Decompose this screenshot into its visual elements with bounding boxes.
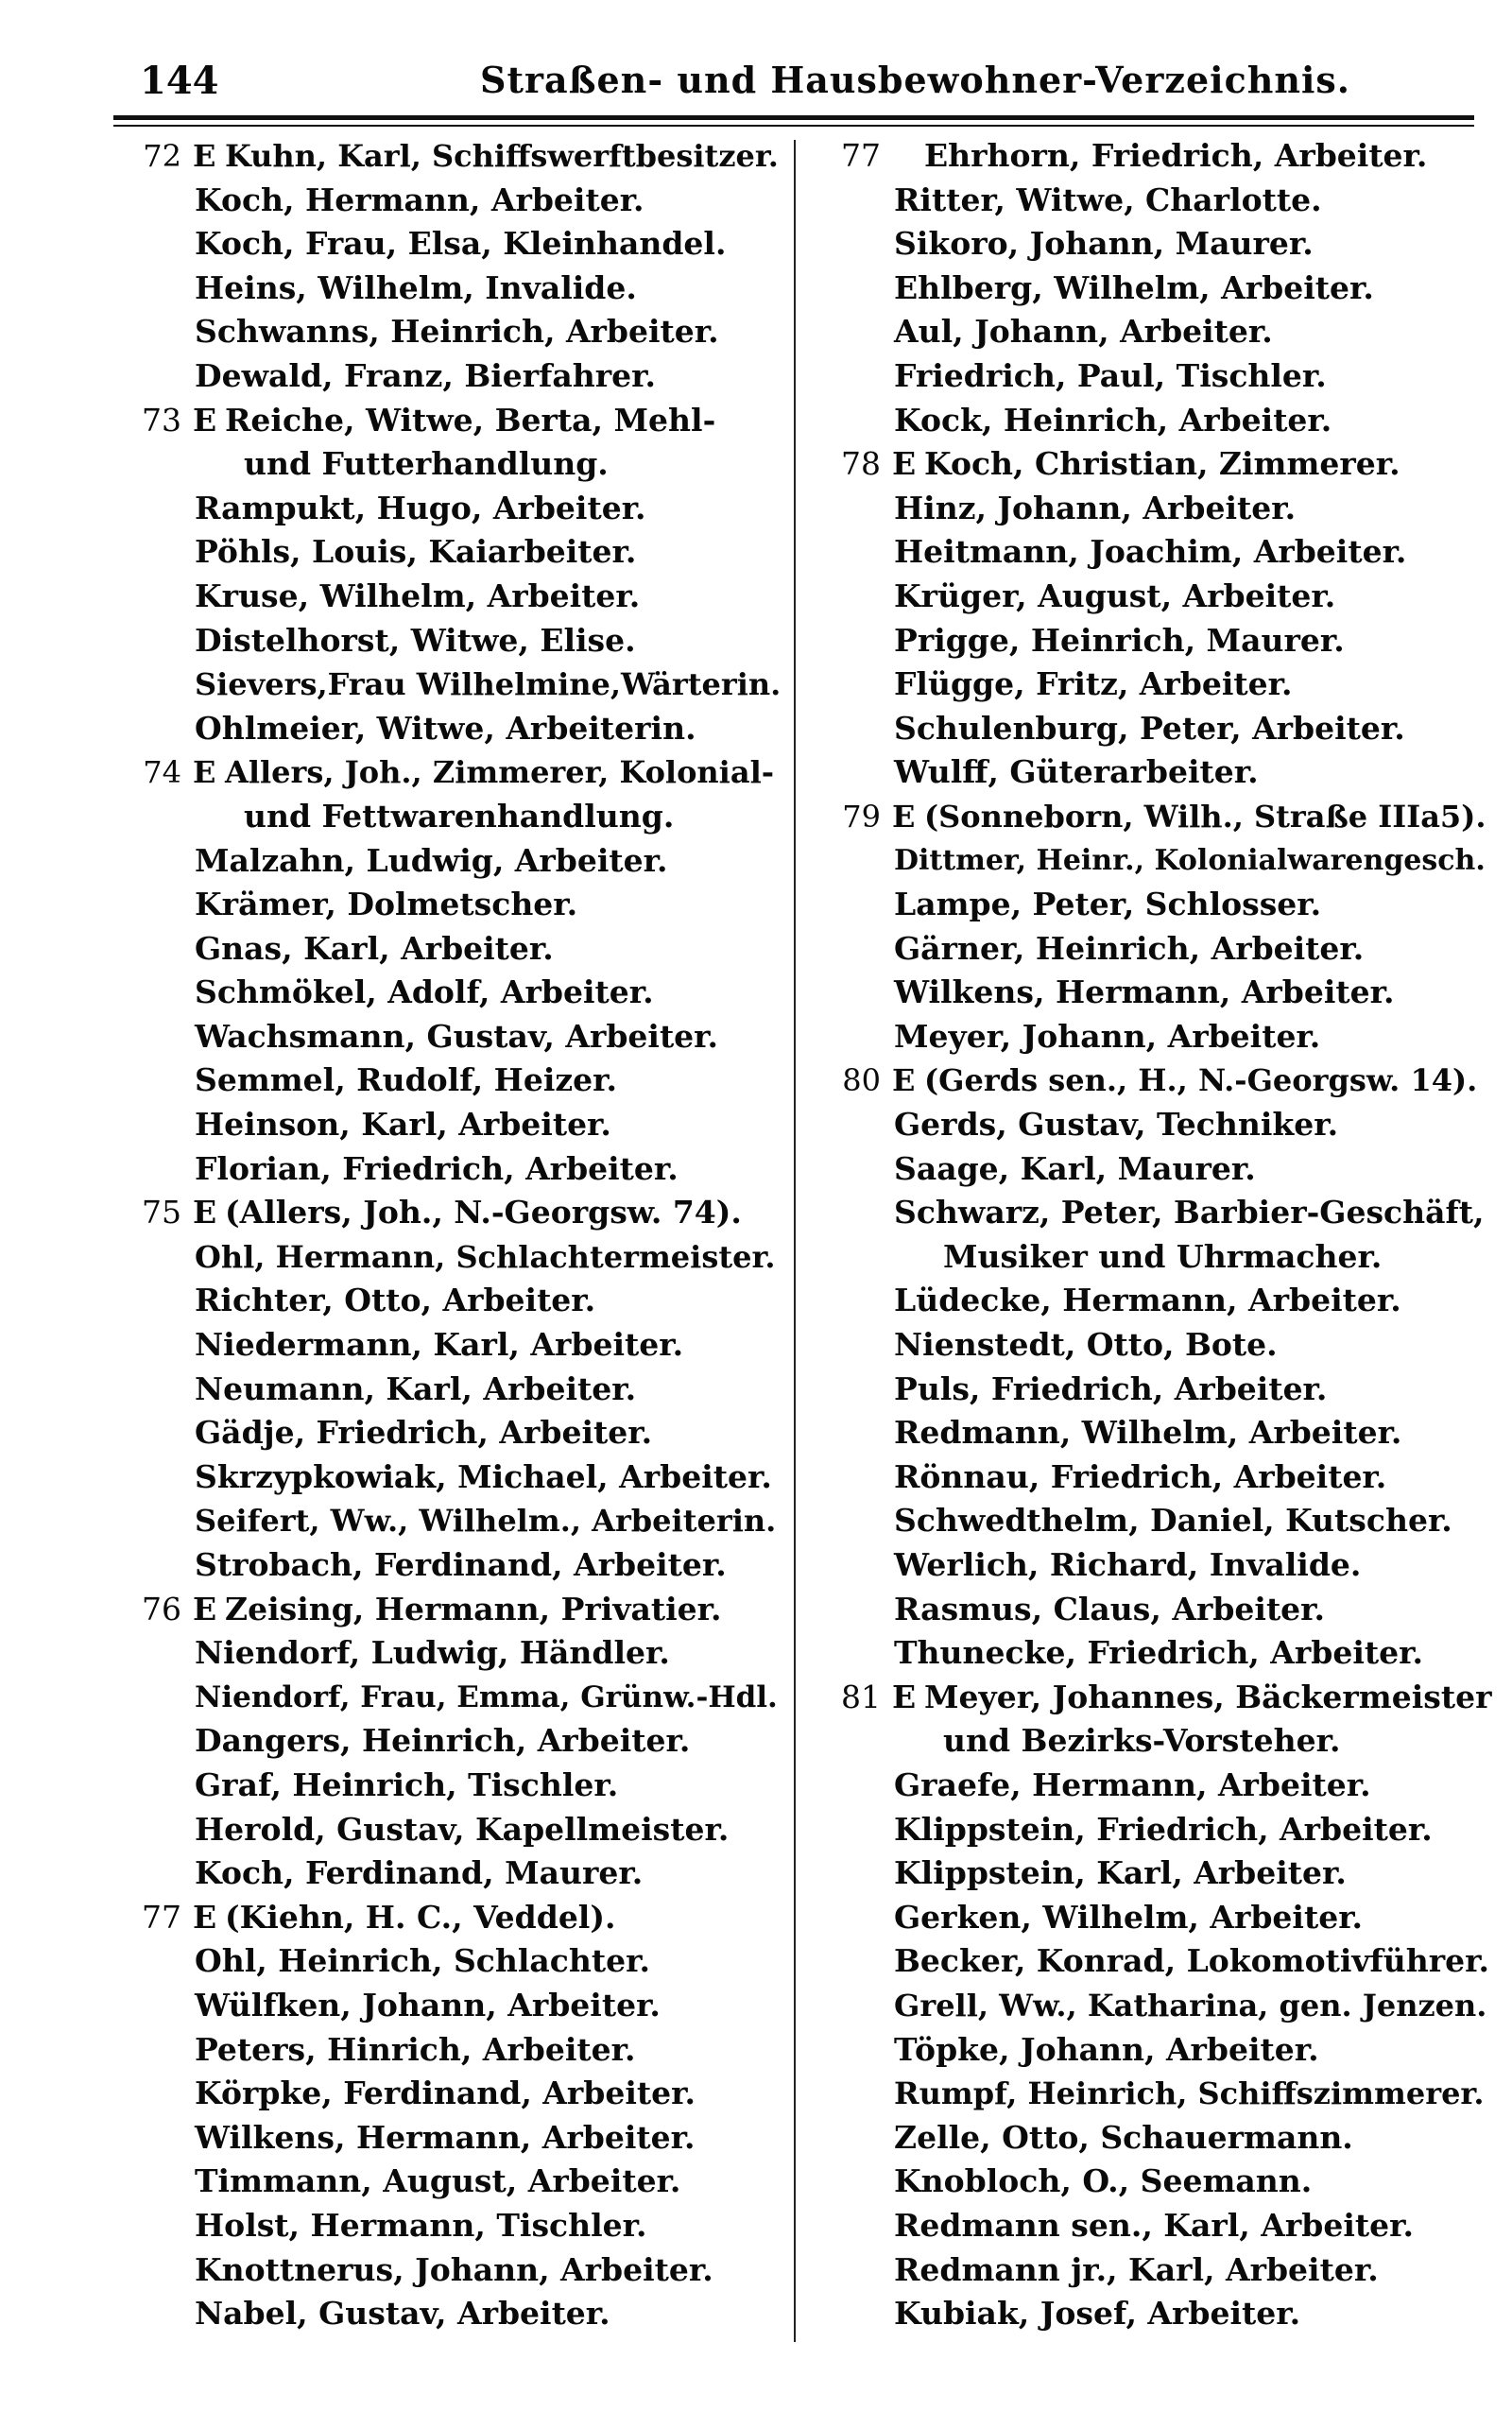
entry-text: Prigge, Heinrich, Maurer. [894,621,1345,659]
resident-line [822,179,1493,223]
entry-text: Puls, Friedrich, Arbeiter. [894,1369,1328,1407]
house-entry-line [123,399,784,443]
entry-text: Wachsmann, Gustav, Arbeiter. [195,1017,719,1055]
resident-line [123,222,784,267]
entry-text: Heins, Wilhelm, Invalide. [195,268,637,306]
entry-text: Meyer, Johannes, Bäckermeister [924,1678,1492,1715]
entry-text: Kubiak, Josef, Arbeiter. [894,2295,1301,2333]
resident-line [123,310,784,354]
house-number: 81 [841,1678,881,1715]
resident-line [123,487,784,531]
resident-line [123,1631,784,1676]
entry-text: Ohl, Hermann, Schlachtermeister. [195,1238,776,1275]
owner-mark: E [193,401,217,439]
entry-text: Krüger, August, Arbeiter. [894,577,1336,614]
entry-text: Florian, Friedrich, Arbeiter. [195,1149,679,1187]
resident-line [123,2116,784,2161]
house-entry-line [822,795,1493,839]
entry-text: und Fettwarenhandlung. [244,797,675,835]
entry-text: Niedermann, Karl, Arbeiter. [195,1326,684,1364]
entry-text: Grell, Ww., Katharina, gen. Jenzen. [894,1987,1487,2023]
resident-line [822,222,1493,267]
resident-line [822,399,1493,443]
resident-line [123,1103,784,1147]
entry-text: Wülfken, Johann, Arbeiter. [195,1986,661,2023]
house-entry-line [123,750,784,795]
resident-line [123,2072,784,2116]
resident-line [123,530,784,575]
entry-text: Knottnerus, Johann, Arbeiter. [195,2250,713,2288]
entry-text: Schwedthelm, Daniel, Kutscher. [894,1502,1452,1540]
resident-line [822,707,1493,751]
owner-mark: E [193,754,216,791]
resident-line [822,530,1493,575]
resident-line [822,575,1493,619]
resident-line [822,750,1493,795]
entry-text: Wulff, Güterarbeiter. [894,753,1259,791]
house-entry-line [123,1191,784,1235]
resident-line [822,1939,1493,1984]
entry-text: Lüdecke, Hermann, Arbeiter. [894,1282,1401,1319]
entry-text: Zeising, Hermann, Privatier. [225,1590,722,1627]
entry-text: Koch, Christian, Zimmerer. [924,445,1400,483]
header-rule-thin [113,125,1474,127]
entry-text: Wilkens, Hermann, Arbeiter. [894,973,1395,1011]
house-number: 72 [143,138,181,174]
house-number: 75 [142,1194,181,1231]
resident-line [822,1015,1493,1059]
resident-line [822,883,1493,927]
resident-line [123,575,784,619]
entry-text: Dittmer, Heinr., Kolonialwarengesch. [894,843,1486,877]
resident-line [123,2028,784,2073]
entry-text: Ehrhorn, Friedrich, Arbeiter. [924,137,1428,174]
resident-line [123,1676,784,1720]
entry-text: Peters, Hinrich, Arbeiter. [195,2030,636,2068]
entry-text: Reiche, Witwe, Berta, Mehl- [225,401,716,439]
resident-line [822,1543,1493,1588]
house-number: 79 [842,798,881,835]
entry-text: Allers, Joh., Zimmerer, Kolonial- [225,754,774,791]
entry-text: Ohlmeier, Witwe, Arbeiterin. [195,709,696,747]
entry-text: Holst, Hermann, Tischler. [195,2206,647,2244]
resident-line [123,1411,784,1455]
entry-text: Redmann jr., Karl, Arbeiter. [894,2250,1379,2288]
entry-text: Töpke, Johann, Arbeiter. [894,2030,1319,2068]
house-number: 76 [142,1590,181,1627]
resident-line [822,1191,1493,1235]
entry-text: Niendorf, Ludwig, Händler. [195,1634,670,1672]
resident-line [123,663,784,707]
entry-text: Wilkens, Hermann, Arbeiter. [195,2118,696,2156]
house-entry-line [822,1059,1493,1103]
resident-line [822,1896,1493,1940]
entry-text: Thunecke, Friedrich, Arbeiter. [894,1634,1423,1672]
resident-line [822,1851,1493,1896]
resident-line [822,1411,1493,1455]
owner-mark: E [892,798,916,835]
entry-text: Nabel, Gustav, Arbeiter. [195,2295,610,2333]
column-divider [794,140,796,2342]
entry-text: Zelle, Otto, Schauermann. [894,2118,1353,2156]
entry-text: Sievers,Frau Wilhelmine,Wärterin. [195,666,782,703]
resident-line [123,1499,784,1543]
house-number: 73 [142,401,181,439]
entry-text: (Sonneborn, Wilh., Straße IIIa5). [924,798,1486,835]
entry-text: Gnas, Karl, Arbeiter. [195,929,554,967]
resident-line [822,310,1493,354]
entry-text: Herold, Gustav, Kapellmeister. [195,1810,730,1848]
resident-line [123,1059,784,1103]
entry-text: Distelhorst, Witwe, Elise. [195,621,636,659]
entry-text: Schulenburg, Peter, Arbeiter. [894,709,1405,747]
resident-line [822,1764,1493,1808]
entry-text: Nienstedt, Otto, Bote. [894,1326,1278,1364]
resident-line [123,971,784,1015]
entry-text: Werlich, Richard, Invalide. [894,1546,1362,1583]
entry-text: Rampukt, Hugo, Arbeiter. [195,489,646,526]
continuation-line [822,1719,1493,1764]
entry-text: Lampe, Peter, Schlosser. [894,886,1322,923]
entry-text: Musiker und Uhrmacher. [943,1237,1383,1275]
resident-line [123,1939,784,1984]
entry-text: Pöhls, Louis, Kaiarbeiter. [195,533,637,571]
entry-text: Skrzypkowiak, Michael, Arbeiter. [195,1457,772,1495]
entry-text: Friedrich, Paul, Tischler. [894,356,1327,394]
resident-line [123,1543,784,1588]
resident-line [123,1235,784,1280]
entry-text: und Bezirks-Vorsteher. [943,1722,1341,1760]
right-column [822,134,1493,2336]
entry-text: Ohl, Heinrich, Schlachter. [195,1942,650,1980]
entry-text: Rumpf, Heinrich, Schiffszimmerer. [894,2075,1485,2112]
resident-line [123,1279,784,1323]
entry-text: Knobloch, O., Seemann. [894,2162,1313,2200]
entry-text: Aul, Johann, Arbeiter. [894,313,1273,351]
header-rule [113,115,1474,120]
entry-text: Semmel, Rudolf, Heizer. [195,1061,617,1099]
entry-text: Schmökel, Adolf, Arbeiter. [195,973,654,1011]
resident-line [822,663,1493,707]
entry-text: (Kiehn, H. C., Veddel). [225,1898,616,1936]
entry-text: Redmann sen., Karl, Arbeiter. [894,2206,1414,2244]
resident-line [123,1455,784,1500]
resident-line [123,179,784,223]
resident-line [822,487,1493,531]
resident-line [822,1499,1493,1543]
resident-line [123,883,784,927]
entry-text: Kock, Heinrich, Arbeiter. [894,401,1332,439]
resident-line [822,1984,1493,2028]
entry-text: Niendorf, Frau, Emma, Grünw.-Hdl. [195,1679,778,1714]
house-number: 80 [842,1062,881,1099]
entry-text: Klippstein, Karl, Arbeiter. [894,1854,1347,1892]
entry-text: Gerken, Wilhelm, Arbeiter. [894,1898,1364,1936]
running-title: Straßen- und Hausbewohner-Verzeichnis. [480,59,1351,101]
entry-text: Meyer, Johann, Arbeiter. [894,1017,1321,1055]
house-entry-line [123,1588,784,1632]
entry-text: (Gerds sen., H., N.-Georgsw. 14). [924,1062,1478,1099]
resident-line [822,971,1493,1015]
entry-text: Flügge, Fritz, Arbeiter. [894,665,1293,703]
owner-mark: E [892,1062,916,1099]
entry-text: Kuhn, Karl, Schiffswerftbesitzer. [225,138,779,174]
entry-text: Heinson, Karl, Arbeiter. [195,1106,611,1144]
entry-text: Gärner, Heinrich, Arbeiter. [894,929,1365,967]
resident-line [822,2072,1493,2116]
resident-line [123,2292,784,2336]
resident-line [822,2292,1493,2336]
entry-text: Schwarz, Peter, Barbier-Geschäft, [894,1194,1485,1231]
house-number: 78 [841,445,881,483]
entry-text: Gädje, Friedrich, Arbeiter. [195,1414,653,1452]
resident-line [123,927,784,972]
resident-line [123,354,784,399]
entry-text: Strobach, Ferdinand, Arbeiter. [195,1546,727,1583]
entry-text: Neumann, Karl, Arbeiter. [195,1369,637,1407]
resident-line [822,1808,1493,1852]
resident-line [123,2160,784,2204]
entry-text: Becker, Konrad, Lokomotivführer. [894,1942,1489,1980]
entry-text: Klippstein, Friedrich, Arbeiter. [894,1810,1433,1848]
page-number: 144 [140,59,219,103]
resident-line [123,267,784,311]
house-entry-line [123,1896,784,1940]
entry-text: Körpke, Ferdinand, Arbeiter. [195,2075,696,2112]
resident-line [123,1368,784,1412]
house-number: 77 [841,137,881,174]
continuation-line [123,442,784,487]
owner-mark: E [892,1678,917,1715]
resident-line [822,1279,1493,1323]
resident-line [822,1588,1493,1632]
resident-line [822,2160,1493,2204]
entry-text: Sikoro, Johann, Maurer. [894,225,1314,263]
entry-text: Redmann, Wilhelm, Arbeiter. [894,1414,1402,1452]
house-entry-line [822,1676,1493,1720]
resident-line [822,1323,1493,1368]
entry-text: Graf, Heinrich, Tischler. [195,1765,619,1803]
entry-text: Hinz, Johann, Arbeiter. [894,489,1297,526]
resident-line [822,927,1493,972]
resident-line [822,1103,1493,1147]
entry-text: Schwanns, Heinrich, Arbeiter. [195,313,719,351]
owner-mark: E [193,1590,217,1627]
entry-text: Richter, Otto, Arbeiter. [195,1282,596,1319]
resident-line [123,1719,784,1764]
entry-text: Saage, Karl, Maurer. [894,1149,1256,1187]
resident-line [123,1851,784,1896]
entry-text: und Futterhandlung. [244,445,609,483]
entry-text: Ehlberg, Wilhelm, Arbeiter. [894,268,1374,306]
resident-line [123,1147,784,1192]
resident-line [123,2204,784,2248]
house-number: 77 [142,1898,181,1936]
resident-line [123,1808,784,1852]
continuation-line [822,1235,1493,1280]
entry-text: Koch, Frau, Elsa, Kleinhandel. [195,225,727,263]
entry-text: Koch, Hermann, Arbeiter. [195,181,644,218]
resident-line [123,839,784,884]
left-column [123,134,784,2336]
entry-text: Kruse, Wilhelm, Arbeiter. [195,577,641,614]
entry-text: (Allers, Joh., N.-Georgsw. 74). [225,1194,742,1231]
owner-mark: E [193,138,216,174]
house-entry-line [822,442,1493,487]
resident-line [822,2204,1493,2248]
resident-line [822,1368,1493,1412]
entry-text: Seifert, Ww., Wilhelm., Arbeiterin. [195,1503,777,1540]
resident-line [822,354,1493,399]
entry-text: Rönnau, Friedrich, Arbeiter. [894,1457,1387,1495]
resident-line [822,1147,1493,1192]
resident-line [822,2028,1493,2073]
house-number: 74 [143,754,181,791]
entry-text: Malzahn, Ludwig, Arbeiter. [195,841,668,879]
entry-text: Graefe, Hermann, Arbeiter. [894,1765,1371,1803]
resident-line [123,2248,784,2293]
entry-text: Timmann, August, Arbeiter. [195,2162,681,2200]
entry-text: Heitmann, Joachim, Arbeiter. [894,533,1407,571]
resident-line [123,1323,784,1368]
page-header [140,59,1463,115]
entry-text: Dewald, Franz, Bierfahrer. [195,356,656,394]
resident-line [123,619,784,663]
resident-line [123,1984,784,2028]
entry-text: Koch, Ferdinand, Maurer. [195,1854,644,1892]
entry-text: Rasmus, Claus, Arbeiter. [894,1590,1326,1627]
resident-line [822,2248,1493,2293]
resident-line [123,707,784,751]
continuation-line [123,795,784,839]
owner-mark: E [193,1898,217,1936]
entry-text: Gerds, Gustav, Techniker. [894,1106,1339,1144]
resident-line [822,267,1493,311]
entry-text: Krämer, Dolmetscher. [195,886,578,923]
owner-mark: E [892,445,917,483]
resident-line [822,2116,1493,2161]
house-entry-line [123,134,784,179]
resident-line [123,1015,784,1059]
entry-text: Ritter, Witwe, Charlotte. [894,181,1322,218]
resident-line [822,1631,1493,1676]
entry-text: Dangers, Heinrich, Arbeiter. [195,1722,691,1760]
resident-line [123,1764,784,1808]
house-entry-line [822,134,1493,179]
resident-line [822,1455,1493,1500]
resident-line [822,619,1493,663]
owner-mark: E [193,1194,217,1231]
resident-line [822,839,1493,884]
